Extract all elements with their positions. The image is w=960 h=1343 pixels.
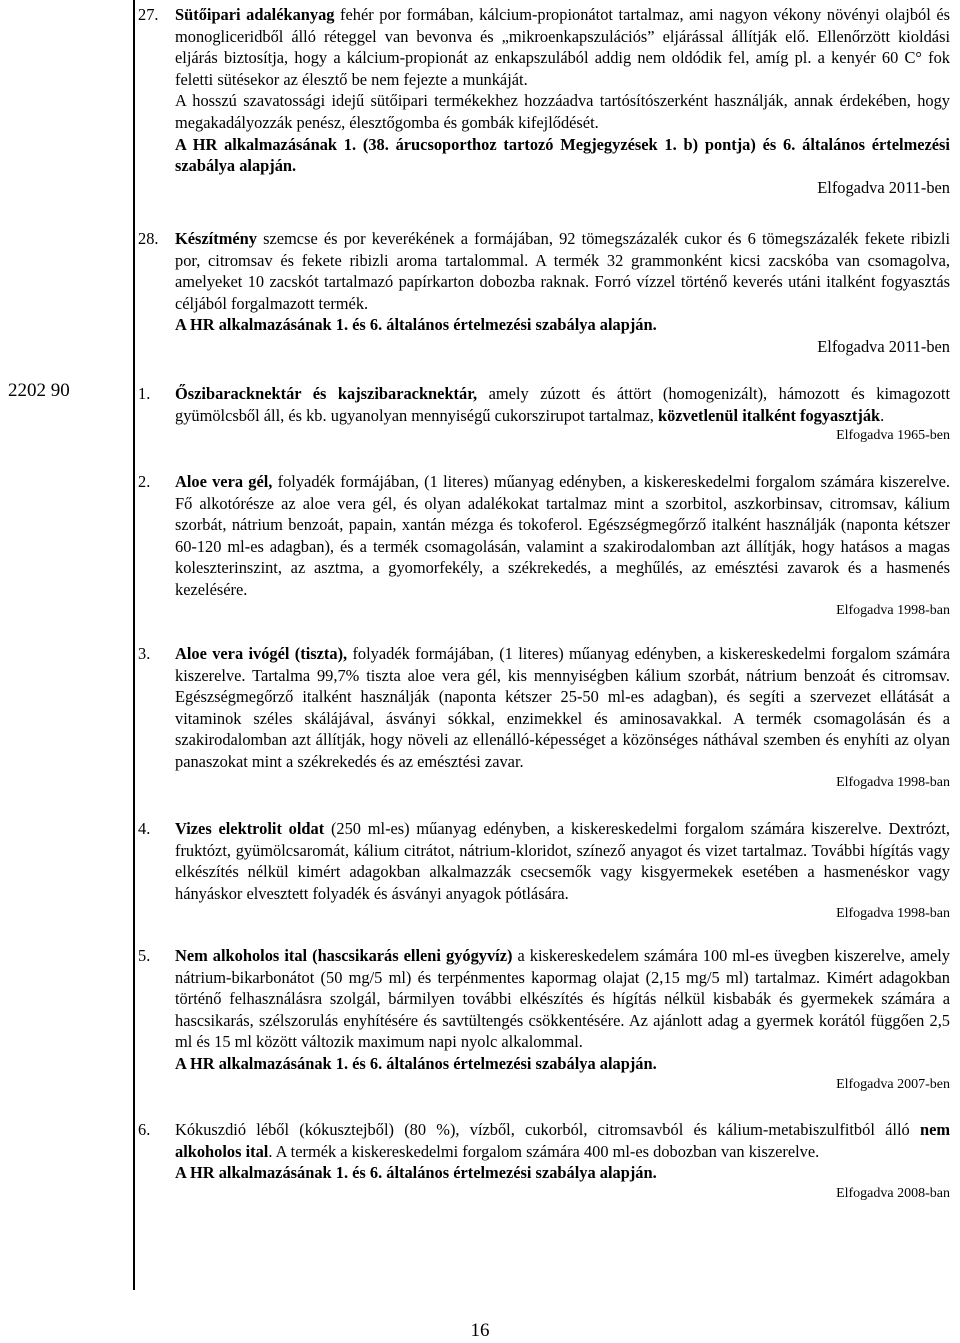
entry-paragraph [175,1162,950,1184]
text-run: szemcse és por keverékének a formájában, 92 tömegszázalék cukor és 6 tömegszázalék fekete ribizli por, citromsav és fekete ribizli aroma tartalommal. A termék 32 grammonként kicsi zacskóba van csomagolva, amelyeket 10 zacskót tartalmazó papírkarton dobozba raknak. Forró vízzel történő keverés utáni italként fogyasztás céljából forgalmazott termék. [175,229,950,313]
text-run: folyadék formájában, (1 literes) műanyag edényben, a kiskereskedelmi forgalom számára kiszerelve. Fő alkotórésze az aloe vera gél, és olyan adalékokat tartalmaz mint a szorbitol, aszkorbinsav, citromsav, kálium szorbát, nátrium benzoát, papain, xantán mézga és tokoferol. Egészségmegőrző italként használják (naponta kétszer 60-120 ml-es adagban), és a termék csomagolásán, valamint a szakirodalomban azt állítják, hogy hatásos a magas koleszterinszint, az asztma, a gyomorfekély, a székrekedés, a meghűlés, az emésztési zavarok és a hasmenés kezelésére. [175,472,950,599]
bold-text: Őszibaracknektár és kajszibaracknektár, [175,384,478,403]
entry-paragraph [175,471,950,601]
entry-number: 5. [138,946,151,965]
adoption-note: Elfogadva 2011-ben [817,177,950,197]
bold-text: A HR alkalmazásának 1. és 6. általános értelmezési szabálya alapján. [175,315,657,335]
entry-28 [138,228,950,358]
column-divider [133,0,135,1290]
entry-4 [138,818,950,924]
entry-paragraph [175,1053,950,1075]
entry-number: 4. [138,819,151,838]
bold-text: Aloe vera ivógél (tiszta), [175,644,348,663]
bold-text: Sütőipari adalékanyag [175,5,335,24]
adoption-note: Elfogadva 2008-ban [836,1185,950,1201]
text-run: amely zúzott és áttört (homogenizált), hámozott és kimagozott gyümölcsből áll, és kb. ugyanolyan mennyiségű cukorszirupot tartalmaz, [175,384,950,425]
text-run: Kókuszdió léből (kókusztejből) (80 %), vízből, cukorból, citromsavból és kálium-metabiszulfitból álló [175,1120,920,1139]
entry-number: 6. [138,1120,151,1139]
entry-body [175,1119,950,1204]
adoption-note: Elfogadva 1965-ben [836,428,950,444]
entry-paragraph [175,1119,950,1162]
entry-body [175,383,950,446]
entry-paragraph [175,90,950,133]
bold-text: A HR alkalmazásának 1. (38. árucsoporthoz tartozó Megjegyzések 1. b) pontja) és 6. általános értelmezési szabálya alapján. [175,134,950,176]
text-run: a kiskereskedelem számára 100 ml-es üvegben kiszerelve, amely nátrium-bikarbonátot (50 mg/5 ml) és terpénmentes kapormag olajat (2,15 mg/5 ml) tartalmaz. Kimért adagokban történő felhasználásra szolgál, bármilyen további elkészítés és hígítás nélkül kisbabák és gyermekek számára a hascsikarás, szélszorulás enyhítésére és savtültengés csökkentésére. Az ajánlott adag a gyermek korától függően 2,5 ml és 15 ml között változik maximum napi nyolc alkalommal. [175,946,950,1052]
entry-6 [138,1119,950,1204]
adoption-note: Elfogadva 2011-ben [817,336,950,356]
adoption-note: Elfogadva 1998-ban [836,602,950,618]
entry-27 [138,4,950,198]
entry-paragraph [175,4,950,90]
text-run: fehér por formában, kálcium-propionátot tartalmaz, ami nagyon vékony növényi olajból és monogliceridből álló réteggel van bevonva és „mikroenkapszulációs” eljárással állítják elő. Ellenőrzött kioldási eljárás biztosítja, hogy a kálcium-propionát az enkapszulából addig nem oldódik fel, amíg pl. a kenyér 60 C° fok feletti sütésekor az élesztő be nem fejezte a munkáját. [175,5,951,89]
adoption-note: Elfogadva 2007-ben [836,1076,950,1092]
entry-number: 28. [138,229,159,248]
entry-number: 27. [138,5,159,24]
bold-text: közvetlenül italként fogyasztják [657,405,881,425]
entry-paragraph [175,134,950,177]
adoption-note: Elfogadva 1998-ban [836,774,950,790]
entry-body [175,4,950,198]
entry-2 [138,471,950,621]
adoption-note: Elfogadva 1998-ban [836,906,950,922]
bold-text: nem alkoholos ital [175,1120,950,1161]
entry-paragraph [175,228,950,314]
entry-number: 2. [138,472,151,491]
entry-body [175,228,950,358]
entry-paragraph [175,314,950,336]
bold-text: Vizes elektrolit oldat [175,819,325,838]
text-run: . A termék a kiskereskedelmi forgalom számára 400 ml-es dobozban van kiszerelve. [268,1141,820,1161]
text-run: (250 ml-es) műanyag edényben, a kiskereskedelmi forgalom számára kiszerelve. Dextrózt, fruktózt, gyümölcsaromát, kálium citrátot, nátrium-kloridot, színező anyagot és vizet tartalmaz. További hígítás vagy elkészítés nélkül kimért adagokban alkalmazzák csecsemők vagy kisgyermekek esetében a hasmenéskor vagy hányáskor elvesztett folyadék és ásványi anyagok pótlására. [175,819,950,903]
bold-text: A HR alkalmazásának 1. és 6. általános értelmezési szabálya alapján. [175,1053,657,1073]
text-run: folyadék formájában, (1 literes) műanyag edényben, a kiskereskedelmi forgalom számára kiszerelve. Tartalma 99,7% tiszta aloe vera gél, kis mennyiségben kálium szorbát, nátrium benzoát és citromsav. Egészségmegőrző italként használják (naponta kétszer 25-50 ml-es adagban), és segíti a szervezet ellátását a vitaminok széles skálájával, ásványi sókkal, enzimekkel és aminosavakkal. A termék csomagolásán és a szakirodalomban azt állítják, hogy növeli az ellenálló-képességet a közönséges náthával szemben és enyhíti az olyan panaszokat mint a székrekedés és az emésztési zavar. [175,644,950,771]
page-number: 16 [470,1320,490,1341]
text-run: . [880,405,885,425]
bold-text: Készítmény [175,229,257,248]
bold-text: Nem alkoholos ital (hascsikarás elleni gyógyvíz) [175,946,513,965]
entry-paragraph [175,383,950,426]
entry-paragraph [175,643,950,773]
entry-5 [138,945,950,1095]
entry-number: 3. [138,644,151,663]
entry-body [175,643,950,793]
bold-text: A HR alkalmazásának 1. és 6. általános értelmezési szabálya alapján. [175,1163,657,1183]
entry-body [175,471,950,621]
entry-paragraph [175,945,950,1053]
entry-body [175,945,950,1095]
tariff-code: 2202 90 [8,380,70,401]
bold-text: Aloe vera gél, [175,472,273,491]
entry-1 [138,383,950,446]
entry-paragraph [175,818,950,904]
text-run: A hosszú szavatossági idejű sütőipari termékekhez hozzáadva tartósítószerként használják, annak érdekében, hogy megakadályozzák penész, élesztőgomba és gombák kifejlődését. [175,91,950,132]
entry-body [175,818,950,924]
entry-3 [138,643,950,793]
entry-number: 1. [138,384,151,403]
